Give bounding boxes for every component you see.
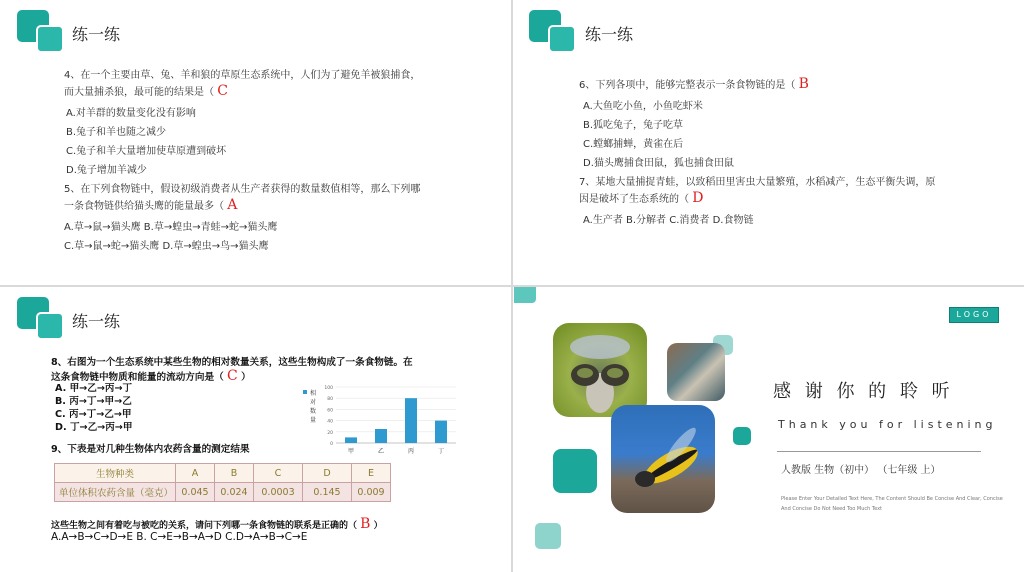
y-tick-label: 0 [330, 442, 333, 447]
x-tick-label: 丁 [437, 448, 445, 455]
slide-2[interactable] [513, 0, 1024, 285]
table-cell: E [352, 464, 391, 483]
rock-photo [667, 343, 725, 401]
slide-4[interactable] [513, 287, 1024, 572]
table-cell: 0.0003 [254, 483, 303, 502]
deco-square [514, 287, 536, 303]
wasp-icon [611, 405, 715, 513]
q4-option: D.兔子增加羊减少 [66, 165, 147, 176]
q9-tail-text: 这些生物之间有着吃与被吃的关系，请问下列哪一条食物链的联系是正确的（ [51, 521, 358, 531]
q8-option: B. 丙→丁→甲→乙 [55, 396, 132, 407]
placeholder-text: And Concise Do Not Need Too Much Text [781, 506, 882, 512]
y-tick-label: 80 [327, 397, 333, 403]
x-tick-label: 丙 [407, 448, 415, 455]
bar [435, 421, 447, 443]
deco-square [535, 523, 561, 549]
table-cell: 生物种类 [55, 464, 176, 483]
table-cell: 0.145 [303, 483, 352, 502]
q5-line2 [64, 197, 237, 213]
bar [405, 398, 417, 443]
q7-answer: D [692, 190, 704, 206]
q8-option: C. 丙→丁→乙→甲 [55, 409, 132, 420]
slide-3[interactable] [0, 287, 511, 572]
bar [345, 437, 357, 443]
deco-square-light [548, 25, 576, 53]
deco-square [553, 449, 597, 493]
q4-line1: 4、在一个主要由草、兔、羊和狼的草原生态系统中，人们为了避免羊被狼捕食， [64, 70, 421, 81]
q5-options-row1: A.草→鼠→猫头鹰 B.草→蝗虫→青蛙→蛇→猫头鹰 [64, 222, 278, 233]
wasp-photo [611, 405, 715, 513]
table-cell: 单位体积农药含量（毫克） [55, 483, 176, 502]
deco-square [733, 427, 751, 445]
q4-line2-text: 而大量捕杀狼，最可能的结果是（ [64, 87, 214, 98]
q8-answer: C [227, 368, 238, 384]
slide-title: 练一练 [585, 25, 634, 44]
table-cell: B [215, 464, 254, 483]
edition-meta: 人教版 生物（初中） （七年级 上） [781, 465, 941, 476]
q6-option: B.狐吃兔子，兔子吃草 [583, 120, 684, 131]
y-tick-label: 60 [327, 408, 333, 414]
legend-swatch [303, 390, 307, 394]
q8-line2-text: 这条食物链中物质和能量的流动方向是（ [51, 372, 224, 383]
q9-tail [51, 516, 383, 532]
fly-icon [553, 323, 647, 417]
q6-answer: B [798, 76, 809, 92]
table-row [55, 483, 391, 502]
placeholder-text: Please Enter Your Detailed Text Here, The Content Should Be Concise And Clear, Concise [781, 496, 1003, 502]
table-header-row [55, 464, 391, 483]
legend-label: 数 [310, 408, 317, 415]
table-cell: 0.045 [176, 483, 215, 502]
slide-title: 练一练 [72, 25, 121, 44]
y-tick-label: 20 [327, 430, 333, 436]
q7-line2-text: 因是破坏了生态系统的（ [579, 194, 689, 205]
q7-options: A.生产者 B.分解者 C.消费者 D.食物链 [583, 215, 754, 226]
pesticide-table [54, 463, 391, 502]
y-tick-label: 40 [327, 419, 333, 425]
q6-option: D.猫头鹰捕食田鼠，狐也捕食田鼠 [583, 158, 734, 169]
q5-line1: 5、在下列食物链中，假设初级消费者从生产者获得的数量数值相等，那么下列哪 [64, 184, 421, 195]
thanks-subtitle: Thank you for listening [778, 418, 997, 431]
q5-answer: A [227, 197, 238, 213]
legend-label: 相 [310, 390, 317, 397]
q8-option: D. 丁→乙→丙→甲 [55, 422, 133, 433]
q8-option: A. 甲→乙→丙→丁 [55, 383, 133, 394]
logo: LOGO [949, 307, 999, 323]
table-cell: C [254, 464, 303, 483]
x-tick-label: 甲 [347, 448, 355, 455]
q7-line1: 7、某地大量捕捉青蛙，以致稻田里害虫大量繁殖，水稻减产，生态平衡失调，原 [579, 177, 936, 188]
divider [777, 451, 981, 452]
q4-line2 [64, 83, 228, 99]
q6-option: A.大鱼吃小鱼，小鱼吃虾米 [583, 101, 703, 112]
table-cell: 0.009 [352, 483, 391, 502]
q5-line2-text: 一条食物链供给猫头鹰的能量最多（ [64, 201, 224, 212]
q4-option: C.兔子和羊大量增加使草原遭到破坏 [66, 146, 227, 157]
y-tick-label: 100 [324, 386, 333, 391]
q4-option: A.对羊群的数量变化没有影响 [66, 108, 196, 119]
bar-chart [300, 379, 470, 459]
q9-options: A.A→B→C→D→E B. C→E→B→A→D C.D→A→B→C→E [51, 531, 308, 543]
deco-square-light [36, 312, 64, 340]
x-tick-label: 乙 [377, 448, 385, 455]
q6-option: C.螳螂捕蝉，黄雀在后 [583, 139, 684, 150]
q4-option: B.兔子和羊也随之减少 [66, 127, 167, 138]
q6-line-text: 6、下列各项中，能够完整表示一条食物链的是（ [579, 80, 796, 91]
table-cell: A [176, 464, 215, 483]
q5-options-row2: C.草→鼠→蛇→猫头鹰 D.草→蝗虫→鸟→猫头鹰 [64, 241, 269, 252]
slide-title: 练一练 [72, 312, 121, 331]
table-cell: 0.024 [215, 483, 254, 502]
bar [375, 429, 387, 443]
q6-line [579, 76, 809, 92]
table-cell: D [303, 464, 352, 483]
deco-square-light [36, 25, 64, 53]
q7-line2 [579, 190, 703, 206]
fly-photo [553, 323, 647, 417]
slide-1[interactable] [0, 0, 511, 285]
q9-line: 9、下表是对几种生物体内农药含量的测定结果 [51, 444, 250, 455]
q4-answer: C [217, 83, 228, 99]
thanks-title: 感 谢 你 的 聆 听 [773, 381, 954, 402]
q8-close-paren: ） [241, 372, 251, 383]
legend-label: 对 [310, 399, 317, 406]
q9-close-paren: ） [373, 521, 383, 531]
legend-label: 量 [310, 417, 317, 424]
q8-line1: 8、右图为一个生态系统中某些生物的相对数量关系，这些生物构成了一条食物链。在 [51, 357, 413, 368]
q9-answer: B [360, 516, 371, 532]
